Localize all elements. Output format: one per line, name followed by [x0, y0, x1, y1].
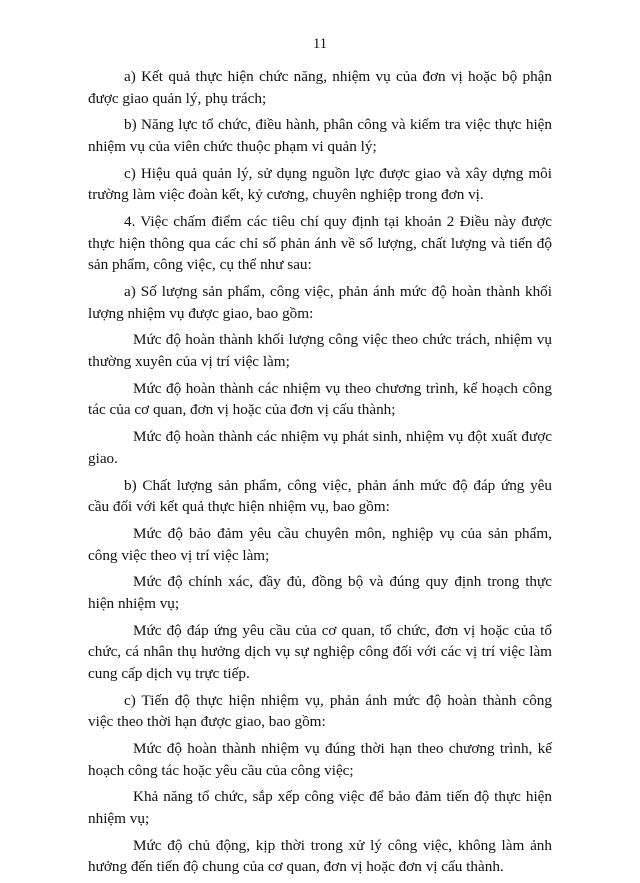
page-number: 11: [313, 36, 327, 52]
paragraph-c-progress: c) Tiến độ thực hiện nhiệm vụ, phản ánh mức độ hoàn thành công việc theo thời hạn được giao, bao gồm:: [88, 691, 552, 731]
item-progress-deadline: Mức độ hoàn thành nhiệm vụ đúng thời hạn theo chương trình, kế hoạch công tác hoặc yêu cầu của công việc;: [88, 740, 552, 779]
item-quality-satisfaction: Mức độ đáp ứng yêu cầu của cơ quan, tổ chức, đơn vị hoặc của tổ chức, cá nhân thụ hưởng dịch vụ sự nghiệp công đối với các vị trí việc làm cung cấp dịch vụ trực tiếp.: [88, 621, 552, 682]
paragraph-a-quantity: a) Số lượng sản phẩm, công việc, phản ánh mức độ hoàn thành khối lượng nhiệm vụ được giao, bao gồm:: [88, 283, 552, 322]
document-body: [88, 66, 552, 883]
item-quantity-regular: Mức độ hoàn thành khối lượng công việc theo chức trách, nhiệm vụ thường xuyên của vị trí việc làm;: [88, 331, 552, 370]
paragraph-b-quality: b) Chất lượng sản phẩm, công việc, phản ánh mức độ đáp ứng yêu cầu đối với kết quả thực hiện nhiệm vụ, bao gồm:: [88, 476, 552, 516]
item-progress-proactive: Mức độ chủ động, kịp thời trong xử lý công việc, không làm ảnh hưởng đến tiến độ chung của cơ quan, đơn vị hoặc đơn vị cấu thành.: [88, 836, 552, 876]
paragraph-b-capacity: b) Năng lực tổ chức, điều hành, phân công và kiểm tra việc thực hiện nhiệm vụ của viên chức thuộc phạm vi quản lý;: [88, 116, 552, 155]
paragraph-c-efficiency: c) Hiệu quả quản lý, sử dụng nguồn lực được giao và xây dựng môi trường làm việc đoàn kết, kỷ cương, chuyên nghiệp trong đơn vị.: [88, 164, 552, 204]
item-quality-accuracy: Mức độ chính xác, đầy đủ, đồng bộ và đúng quy định trong thực hiện nhiệm vụ;: [88, 573, 552, 612]
paragraph-a-result: a) Kết quả thực hiện chức năng, nhiệm vụ của đơn vị hoặc bộ phận được giao quản lý, phụ trách;: [88, 68, 552, 107]
item-quality-professional: Mức độ bảo đảm yêu cầu chuyên môn, nghiệp vụ của sản phẩm, công việc theo vị trí việc làm;: [88, 525, 552, 564]
paragraph-4-scoring: 4. Việc chấm điểm các tiêu chí quy định tại khoản 2 Điều này được thực hiện thông qua các chỉ số phản ánh về số lượng, chất lượng và tiến độ sản phẩm, công việc, cụ thể như sau:: [88, 213, 552, 274]
item-quantity-adhoc: Mức độ hoàn thành các nhiệm vụ phát sinh, nhiệm vụ đột xuất được giao.: [88, 428, 552, 467]
item-quantity-plan: Mức độ hoàn thành các nhiệm vụ theo chương trình, kế hoạch công tác của cơ quan, đơn vị hoặc của đơn vị cấu thành;: [88, 379, 552, 419]
item-progress-organization: Khả năng tổ chức, sắp xếp công việc để bảo đảm tiến độ thực hiện nhiệm vụ;: [88, 788, 552, 827]
